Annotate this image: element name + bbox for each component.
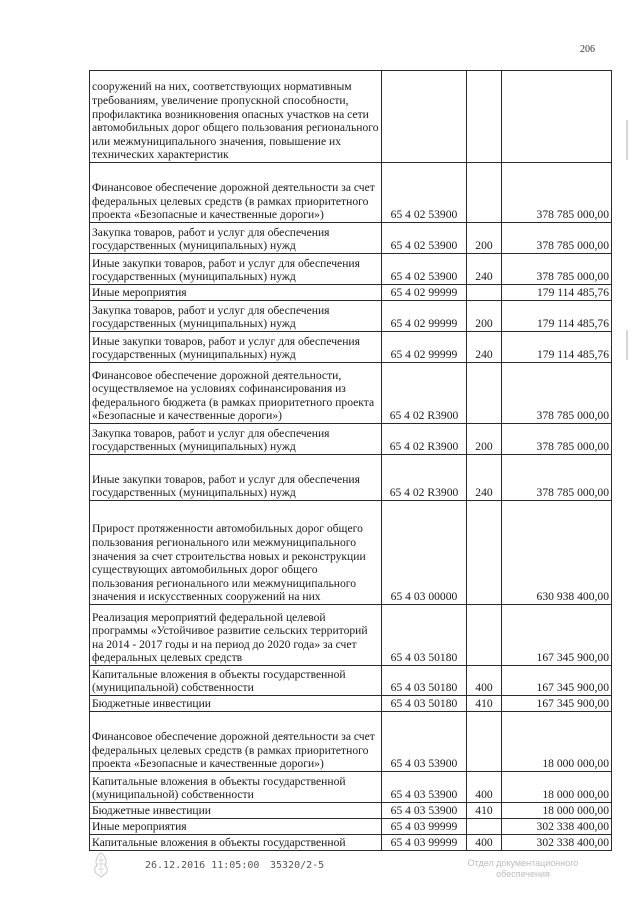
- table-row: [90, 332, 612, 363]
- table-row: [90, 455, 612, 501]
- row-code: 65 4 03 50180: [382, 696, 467, 712]
- row-expense-type: 410: [467, 696, 502, 712]
- scan-edge-mark: [626, 330, 628, 360]
- row-code: 65 4 02 R3900: [382, 455, 467, 501]
- row-expense-type: 200: [467, 223, 502, 254]
- table-row: [90, 819, 612, 835]
- row-name: Финансовое обеспечение дорожной деятельности за счет федеральных целевых средств (в рамках приоритетного проекта «Безопасные и качественные дороги»): [90, 712, 382, 772]
- row-sum: 18 000 000,00: [502, 772, 612, 803]
- table-row: [90, 835, 612, 851]
- row-expense-type: [467, 819, 502, 835]
- row-expense-type: 410: [467, 803, 502, 819]
- row-name: Иные мероприятия: [90, 285, 382, 301]
- row-name: Иные закупки товаров, работ и услуг для обеспечения государственных (муниципальных) нужд: [90, 455, 382, 501]
- row-sum: 18 000 000,00: [502, 712, 612, 772]
- row-code: 65 4 02 53900: [382, 254, 467, 285]
- row-name: Капитальные вложения в объекты государственной (муниципальной) собственности: [90, 666, 382, 696]
- table-row: [90, 666, 612, 696]
- table-row: [90, 254, 612, 285]
- row-code: 65 4 02 R3900: [382, 424, 467, 455]
- row-name: Иные закупки товаров, работ и услуг для обеспечения государственных (муниципальных) нужд: [90, 332, 382, 363]
- row-expense-type: 200: [467, 301, 502, 332]
- row-name: Бюджетные инвестиции: [90, 803, 382, 819]
- row-expense-type: [467, 605, 502, 666]
- row-sum: 378 785 000,00: [502, 455, 612, 501]
- row-sum: 378 785 000,00: [502, 363, 612, 424]
- row-code: 65 4 03 53900: [382, 772, 467, 803]
- row-code: 65 4 03 99999: [382, 835, 467, 851]
- document-code: 35320/2-5: [270, 860, 325, 871]
- table-row: [90, 772, 612, 803]
- row-sum: 302 338 400,00: [502, 819, 612, 835]
- table-row: [90, 605, 612, 666]
- row-name: Капитальные вложения в объекты государственной: [90, 835, 382, 851]
- row-sum: 378 785 000,00: [502, 254, 612, 285]
- row-sum: 302 338 400,00: [502, 835, 612, 851]
- row-expense-type: [467, 501, 502, 605]
- row-name: Реализация мероприятий федеральной целевой программы «Устойчивое развитие сельских территорий на 2014 - 2017 годы и на период до 2020 года» за счет федеральных целевых средств: [90, 605, 382, 666]
- table-row: [90, 712, 612, 772]
- row-sum: 179 114 485,76: [502, 285, 612, 301]
- row-sum: 378 785 000,00: [502, 223, 612, 254]
- page-footer: [0, 860, 640, 900]
- row-expense-type: 200: [467, 424, 502, 455]
- table-row: [90, 424, 612, 455]
- table-row: [90, 71, 612, 163]
- row-sum: 167 345 900,00: [502, 666, 612, 696]
- row-name: Иные закупки товаров, работ и услуг для обеспечения государственных (муниципальных) нужд: [90, 254, 382, 285]
- row-expense-type: 400: [467, 772, 502, 803]
- row-sum: 167 345 900,00: [502, 696, 612, 712]
- table-row: [90, 163, 612, 223]
- print-datetime: 26.12.2016 11:05:00: [145, 860, 260, 871]
- row-expense-type: [467, 163, 502, 223]
- row-expense-type: [467, 363, 502, 424]
- table-row: [90, 501, 612, 605]
- row-code: 65 4 02 53900: [382, 223, 467, 254]
- row-expense-type: [467, 712, 502, 772]
- emblem-icon: [92, 852, 110, 878]
- row-code: 65 4 02 99999: [382, 332, 467, 363]
- row-code: 65 4 02 R3900: [382, 363, 467, 424]
- row-name: Закупка товаров, работ и услуг для обеспечения государственных (муниципальных) нужд: [90, 223, 382, 254]
- row-code: 65 4 02 99999: [382, 285, 467, 301]
- table-row: [90, 363, 612, 424]
- row-name: Финансовое обеспечение дорожной деятельности, осуществляемое на условиях софинансирования из федерального бюджета (в рамках приоритетного проекта «Безопасные и качественные дороги»): [90, 363, 382, 424]
- row-name: Прирост протяженности автомобильных дорог общего пользования регионального или межмуниципального значения за счет строительства новых и реконструкции существующих автомобильных дорог общего пользования регионального или межмуниципального значения и искусственных сооружений на них: [90, 501, 382, 605]
- row-code: 65 4 03 99999: [382, 819, 467, 835]
- table-row: [90, 696, 612, 712]
- row-code: 65 4 03 50180: [382, 666, 467, 696]
- row-code: 65 4 02 99999: [382, 301, 467, 332]
- row-sum: 378 785 000,00: [502, 163, 612, 223]
- row-expense-type: [467, 285, 502, 301]
- row-sum: 179 114 485,76: [502, 301, 612, 332]
- row-name: Закупка товаров, работ и услуг для обеспечения государственных (муниципальных) нужд: [90, 301, 382, 332]
- row-sum: 18 000 000,00: [502, 803, 612, 819]
- row-name: Финансовое обеспечение дорожной деятельности за счет федеральных целевых средств (в рамках приоритетного проекта «Безопасные и качественные дороги»): [90, 163, 382, 223]
- row-name: сооружений на них, соответствующих нормативным требованиям, увеличение пропускной способности, профилактика возникновения опасных участков на сети автомобильных дорог общего пользования регионального или межмуниципального значения, повышение их технических характеристик: [90, 71, 382, 163]
- row-sum: 630 938 400,00: [502, 501, 612, 605]
- table-row: [90, 301, 612, 332]
- table-row: [90, 223, 612, 254]
- row-expense-type: 400: [467, 666, 502, 696]
- row-code: [382, 71, 467, 163]
- row-sum: [502, 71, 612, 163]
- row-code: 65 4 03 00000: [382, 501, 467, 605]
- row-sum: 179 114 485,76: [502, 332, 612, 363]
- row-expense-type: 400: [467, 835, 502, 851]
- row-code: 65 4 03 53900: [382, 712, 467, 772]
- row-name: Бюджетные инвестиции: [90, 696, 382, 712]
- budget-table: [89, 70, 612, 851]
- row-sum: 378 785 000,00: [502, 424, 612, 455]
- row-code: 65 4 02 53900: [382, 163, 467, 223]
- row-sum: 167 345 900,00: [502, 605, 612, 666]
- department-watermark: Отдел документационного обеспечения: [467, 858, 579, 879]
- budget-table-body: [90, 71, 612, 851]
- row-expense-type: 240: [467, 455, 502, 501]
- row-expense-type: [467, 71, 502, 163]
- page-number: 206: [580, 44, 595, 55]
- row-expense-type: 240: [467, 254, 502, 285]
- row-expense-type: 240: [467, 332, 502, 363]
- row-code: 65 4 03 50180: [382, 605, 467, 666]
- table-row: [90, 803, 612, 819]
- table-row: [90, 285, 612, 301]
- scan-edge-mark: [626, 120, 628, 160]
- row-code: 65 4 03 53900: [382, 803, 467, 819]
- row-name: Иные мероприятия: [90, 819, 382, 835]
- row-name: Закупка товаров, работ и услуг для обеспечения государственных (муниципальных) нужд: [90, 424, 382, 455]
- row-name: Капитальные вложения в объекты государственной (муниципальной) собственности: [90, 772, 382, 803]
